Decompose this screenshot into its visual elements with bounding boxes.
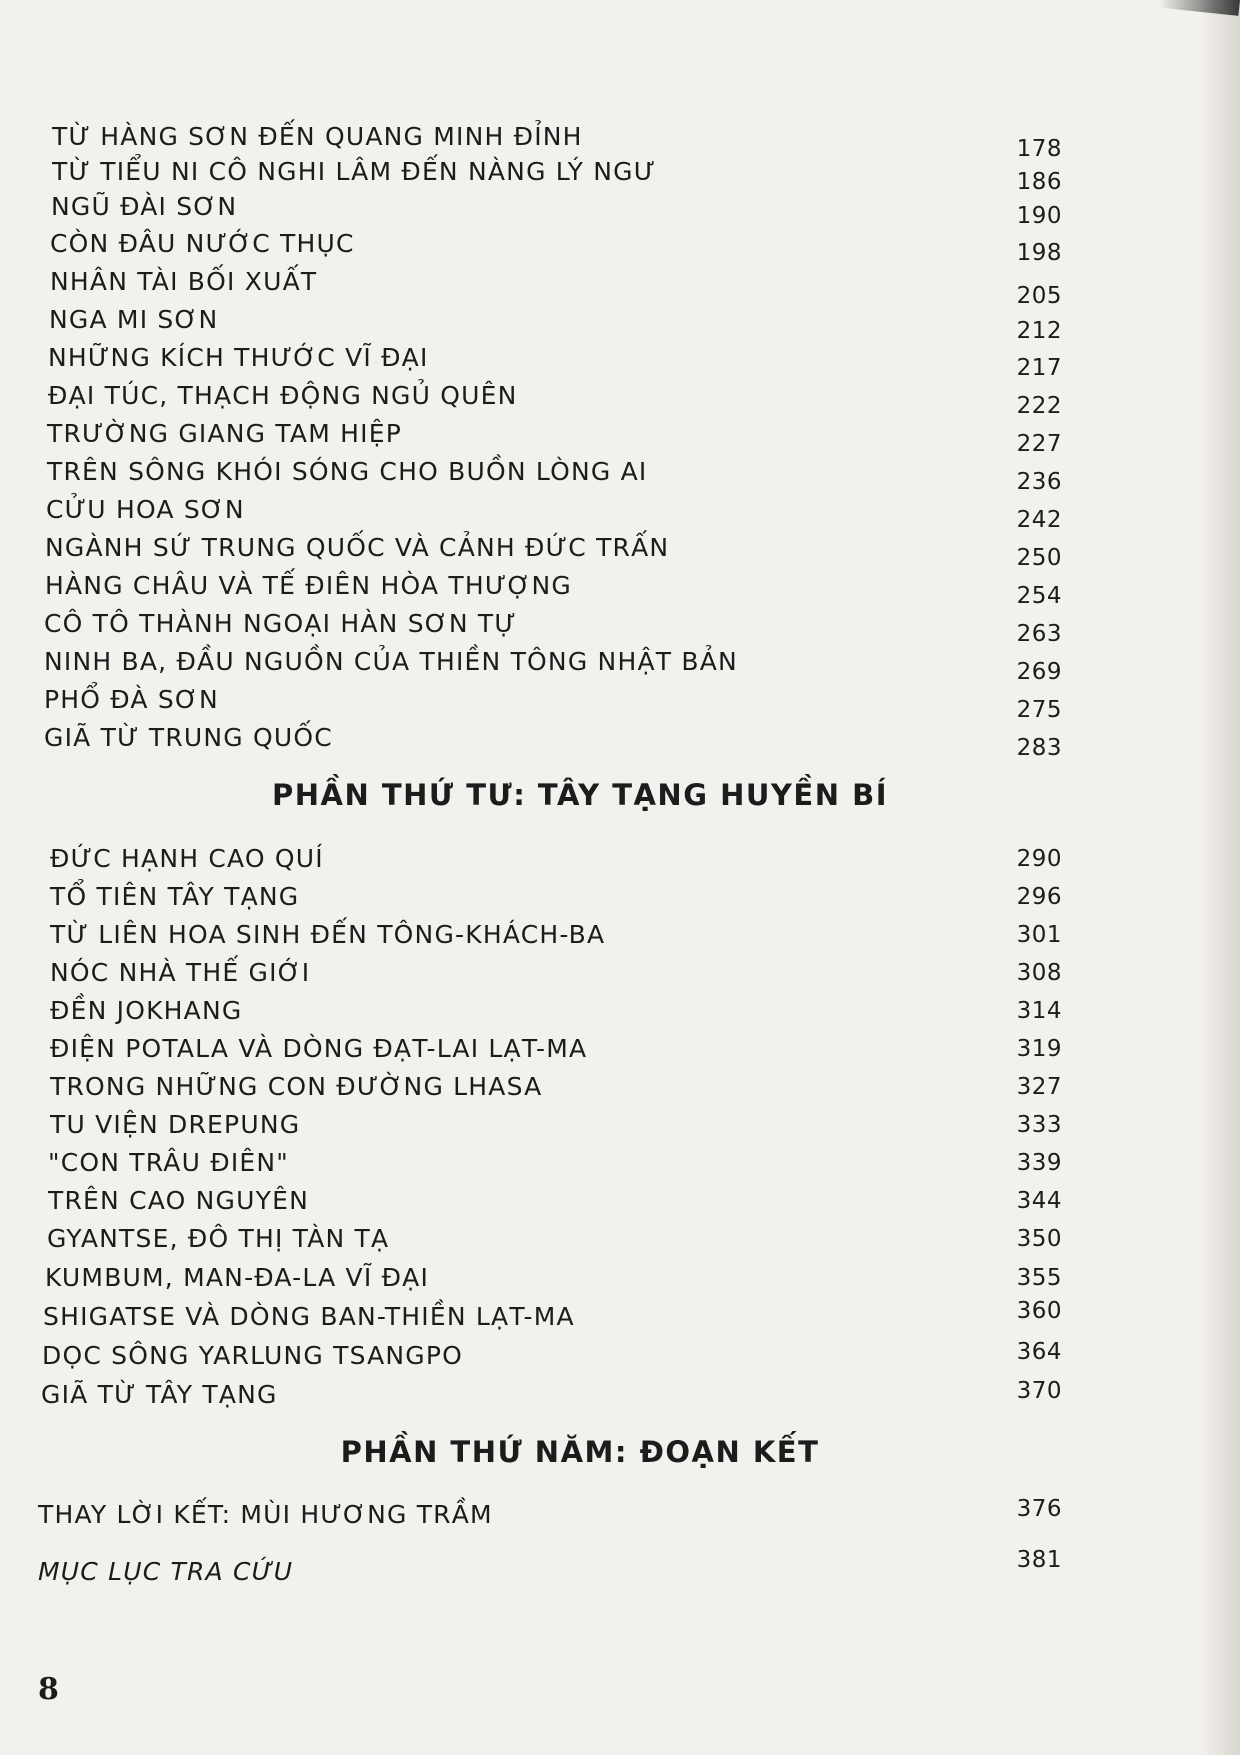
toc-entry[interactable] xyxy=(0,1378,1240,1412)
toc-entry-title: GIÃ TỪ TRUNG QUỐC xyxy=(44,723,333,752)
page-edge-shadow xyxy=(1200,0,1240,1755)
toc-entry[interactable] xyxy=(0,120,1240,162)
toc-entry-page: 205 xyxy=(1016,283,1062,309)
toc-entry-page: 275 xyxy=(1016,697,1062,723)
toc-entry-title: TỔ TIÊN TÂY TẠNG xyxy=(50,882,300,911)
toc-entry[interactable] xyxy=(0,1222,1240,1256)
toc-entry-page: 350 xyxy=(1016,1226,1062,1252)
toc-entry[interactable] xyxy=(0,531,1240,571)
toc-entry[interactable] xyxy=(0,265,1240,309)
toc-entry[interactable] xyxy=(0,1070,1240,1104)
toc-entry[interactable] xyxy=(0,455,1240,495)
toc-entry-page: 333 xyxy=(1016,1112,1062,1138)
toc-entry[interactable] xyxy=(0,994,1240,1028)
toc-entry[interactable] xyxy=(0,417,1240,457)
toc-entry[interactable] xyxy=(0,607,1240,647)
toc-entry[interactable] xyxy=(0,303,1240,344)
toc-entry[interactable] xyxy=(0,1032,1240,1066)
toc-entry-title: TỪ LIÊN HOA SINH ĐẾN TÔNG-KHÁCH-BA xyxy=(50,920,606,949)
toc-entry-title: NGA MI SƠN xyxy=(49,305,219,334)
toc-entry-page: 198 xyxy=(1016,240,1062,266)
toc-entry-page: 327 xyxy=(1016,1074,1062,1100)
toc-entry-title: TỪ HÀNG SƠN ĐẾN QUANG MINH ĐỈNH xyxy=(52,122,583,151)
toc-entry[interactable] xyxy=(0,842,1240,876)
toc-entry-title: GYANTSE, ĐÔ THỊ TÀN TẠ xyxy=(47,1224,390,1253)
toc-entry[interactable] xyxy=(0,569,1240,609)
toc-entry-title: ĐỨC HẠNH CAO QUÍ xyxy=(50,844,324,873)
toc-entry[interactable] xyxy=(0,721,1240,761)
section-heading: PHẦN THỨ NĂM: ĐOẠN KẾT xyxy=(340,1435,820,1469)
toc-entry-page: 217 xyxy=(1016,355,1062,381)
toc-entry-page: 319 xyxy=(1016,1036,1062,1062)
toc-entry-page: 301 xyxy=(1016,922,1062,948)
toc-entry-title: NGŨ ĐÀI SƠN xyxy=(51,192,238,221)
toc-entry-page: 190 xyxy=(1016,203,1062,229)
toc-entry-page: 283 xyxy=(1016,735,1062,761)
toc-entry-page: 370 xyxy=(1016,1378,1062,1404)
toc-entry-title: TU VIỆN DREPUNG xyxy=(50,1110,301,1139)
toc-entry-page: 263 xyxy=(1016,621,1062,647)
toc-entry-title: PHỔ ĐÀ SƠN xyxy=(44,685,219,714)
toc-entry-page: 355 xyxy=(1016,1265,1062,1291)
toc-entry-page: 290 xyxy=(1016,846,1062,872)
toc-entry-title: THAY LỜI KẾT: MÙI HƯƠNG TRẦM xyxy=(38,1500,493,1529)
toc-entry-page: 344 xyxy=(1016,1188,1062,1214)
toc-entry-page: 269 xyxy=(1016,659,1062,685)
toc-entry[interactable] xyxy=(0,1547,1240,1589)
toc-entry-title: SHIGATSE VÀ DÒNG BAN-THIỀN LẠT-MA xyxy=(43,1302,575,1331)
toc-entry[interactable] xyxy=(0,1261,1240,1295)
toc-entry-page: 212 xyxy=(1016,318,1062,344)
toc-entry[interactable] xyxy=(0,190,1240,229)
toc-entry-page: 227 xyxy=(1016,431,1062,457)
toc-entry[interactable] xyxy=(0,155,1240,195)
toc-entry-page: 314 xyxy=(1016,998,1062,1024)
toc-entry-title: HÀNG CHÂU VÀ TẾ ĐIÊN HÒA THƯỢNG xyxy=(45,571,572,600)
toc-entry-page: 381 xyxy=(1016,1547,1062,1573)
toc-entry-title: TỪ TIỂU NI CÔ NGHI LÂM ĐẾN NÀNG LÝ NGƯ xyxy=(52,157,657,186)
toc-entry-page: 339 xyxy=(1016,1150,1062,1176)
toc-entry-page: 376 xyxy=(1016,1496,1062,1522)
toc-entry-title: CỬU HOA SƠN xyxy=(46,495,245,524)
toc-entry-page: 222 xyxy=(1016,393,1062,419)
toc-entry-title: CÔ TÔ THÀNH NGOẠI HÀN SƠN TỰ xyxy=(44,609,517,638)
toc-entry-title: NGÀNH SỨ TRUNG QUỐC VÀ CẢNH ĐỨC TRẤN xyxy=(45,533,670,562)
toc-entry[interactable] xyxy=(0,918,1240,952)
toc-entry[interactable] xyxy=(0,683,1240,723)
toc-entry-title: ĐỀN JOKHANG xyxy=(50,996,243,1025)
toc-entry[interactable] xyxy=(0,1108,1240,1142)
toc-entry[interactable] xyxy=(0,227,1240,266)
toc-entry[interactable] xyxy=(0,379,1240,419)
toc-entry-title: GIÃ TỪ TÂY TẠNG xyxy=(41,1380,278,1409)
toc-entry-page: 178 xyxy=(1016,136,1062,162)
toc-entry-title: CÒN ĐÂU NƯỚC THỤC xyxy=(50,229,355,258)
toc-entry-title: TRONG NHỮNG CON ĐƯỜNG LHASA xyxy=(50,1072,543,1101)
toc-entry[interactable] xyxy=(0,880,1240,914)
toc-entry[interactable] xyxy=(0,1498,1240,1532)
toc-entry[interactable] xyxy=(0,1146,1240,1180)
toc-entry-title: TRÊN CAO NGUYÊN xyxy=(48,1186,309,1215)
toc-entry[interactable] xyxy=(0,1184,1240,1218)
toc-entry-page: 186 xyxy=(1016,169,1062,195)
toc-entry[interactable] xyxy=(0,341,1240,381)
toc-entry-page: 364 xyxy=(1016,1339,1062,1365)
toc-entry[interactable] xyxy=(0,493,1240,533)
toc-entry[interactable] xyxy=(0,956,1240,990)
page-number: 8 xyxy=(38,1672,59,1707)
toc-entry-title: DỌC SÔNG YARLUNG TSANGPO xyxy=(42,1341,464,1370)
toc-entry-page: 308 xyxy=(1016,960,1062,986)
toc-entry-title: NÓC NHÀ THẾ GIỚI xyxy=(50,958,311,987)
toc-entry-title: ĐIỆN POTALA VÀ DÒNG ĐẠT-LAI LẠT-MA xyxy=(50,1034,588,1063)
toc-entry-page: 360 xyxy=(1016,1298,1062,1324)
toc-entry-title: TRƯỜNG GIANG TAM HIỆP xyxy=(47,419,402,448)
toc-entry[interactable] xyxy=(0,1300,1240,1334)
toc-entry-title: "CON TRÂU ĐIÊN" xyxy=(48,1148,289,1177)
toc-entry-title: TRÊN SÔNG KHÓI SÓNG CHO BUỒN LÒNG AI xyxy=(47,457,648,486)
toc-entry[interactable] xyxy=(0,645,1240,685)
toc-entry[interactable] xyxy=(0,1339,1240,1373)
toc-entry-title: KUMBUM, MAN-ĐA-LA VĨ ĐẠI xyxy=(45,1263,430,1292)
toc-entry-title: NHÂN TÀI BỐI XUẤT xyxy=(50,267,318,296)
toc-entry-title: NINH BA, ĐẦU NGUỒN CỦA THIỀN TÔNG NHẬT BẢN xyxy=(44,647,738,676)
toc-entry-title: NHỮNG KÍCH THƯỚC VĨ ĐẠI xyxy=(48,343,429,372)
toc-entry-title: MỤC LỤC TRA CỨU xyxy=(38,1557,294,1586)
toc-entry-page: 236 xyxy=(1016,469,1062,495)
toc-entry-page: 242 xyxy=(1016,507,1062,533)
toc-entry-page: 250 xyxy=(1016,545,1062,571)
toc-entry-page: 296 xyxy=(1016,884,1062,910)
toc-entry-title: ĐẠI TÚC, THẠCH ĐỘNG NGỦ QUÊN xyxy=(48,381,518,410)
section-heading: PHẦN THỨ TƯ: TÂY TẠNG HUYỀN BÍ xyxy=(272,778,888,812)
toc-entry-page: 254 xyxy=(1016,583,1062,609)
